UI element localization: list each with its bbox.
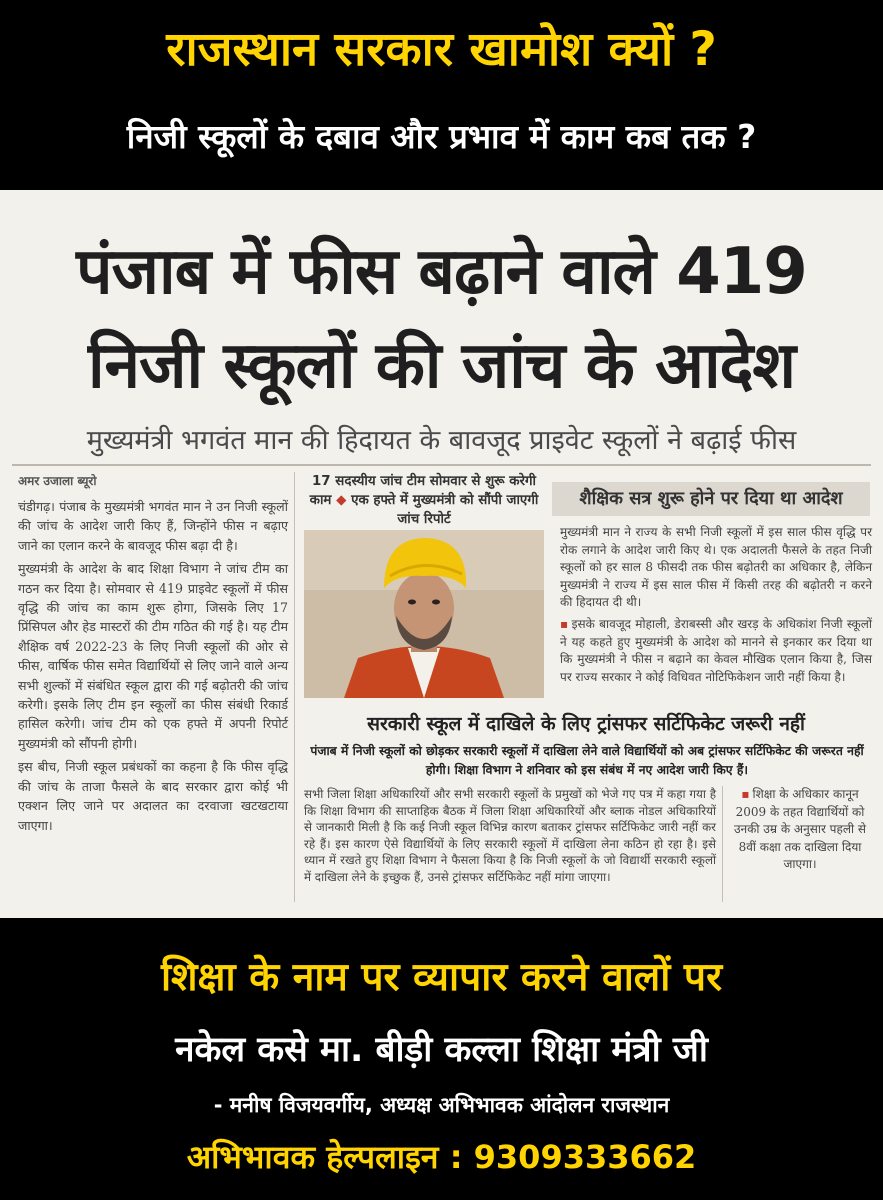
- helpline: अभिभावक हेल्पलाइन : 9309333662: [186, 1138, 697, 1176]
- photo-caption-part1: 17 सदस्यीय जांच टीम सोमवार से शुरू करेगी काम: [309, 474, 537, 508]
- top-banner: [0, 0, 883, 188]
- paragraph: मुख्यमंत्री मान ने राज्य के सभी निजी स्कूलों में इस साल फीस वृद्धि पर रोक लगाने के आदेश जारी किए थे। एक अदालती फैसले के तहत निजी स्कूलों को हर साल 8 फीसदी तक फीस बढ़ोतरी का अधिकार है, लेकिन मुख्यमंत्री ने राज्य में इस साल फीस में किसी तरह की बढ़ोतरी न करने की हिदायत दी थी।: [560, 525, 872, 610]
- appeal-line2: नकेल कसे मा. बीड़ी कल्ला शिक्षा मंत्री जी: [175, 1030, 708, 1070]
- photo-caption-part2: एक हफ्ते में मुख्यमंत्री को सौंपी जाएगी जांच रिपोर्ट: [351, 493, 539, 527]
- side-note-text: शिक्षा के अधिकार कानून 2009 के तहत विद्यार्थियों को उनकी उम्र के अनुसार पहली से 8वीं कक्षा तक दाखिला दिया जाएगा।: [733, 787, 867, 871]
- portrait-illustration: [304, 530, 544, 698]
- paragraph: [560, 616, 872, 686]
- square-bullet-icon: ▪: [741, 787, 750, 801]
- column-divider: [294, 472, 295, 902]
- bottom-banner: [0, 918, 883, 1200]
- article-left-column: [18, 472, 288, 839]
- paragraph: [730, 786, 870, 874]
- article-right-column: [560, 524, 872, 690]
- paragraph: चंडीगढ़। पंजाब के मुख्यमंत्री भगवंत मान ने उन निजी स्कूलों की जांच के आदेश जारी किए हैं, जिन्होंने फीस न बढ़ाए जाने का एलान करने के बावजूद फीस बढ़ा दी है।: [18, 499, 288, 553]
- article-headline-line2: निजी स्कूलों की जांच के आदेश: [87, 329, 796, 403]
- sub-headline: सरकारी स्कूल में दाखिले के लिए ट्रांसफर सर्टिफिकेट जरूरी नहीं: [367, 713, 805, 735]
- sub-article-body: [304, 786, 716, 890]
- divider: [12, 464, 871, 466]
- chief-minister-photo: [304, 530, 544, 698]
- paragraph: मुख्यमंत्री के आदेश के बाद शिक्षा विभाग ने जांच टीम का गठन कर दिया है। सोमवार से 419 प्राइवेट स्कूलों में फीस वृद्धि की जांच का काम शुरू होगा, जिसके लिए 17 प्रिंसिपल और हेड मास्टरों की टीम गठित की गई है। यह टीम शैक्षिक वर्ष 2022-23 के लिए निजी स्कूलों की ओर से फीस, वार्षिक फीस समेत विद्यार्थियों से लिए जाने वाले अन्य सभी शुल्कों में संबंधित स्कूल द्वारा की गई बढ़ोतरी की जांच करेगी। इसके लिए टीम इन स्कूलों का फीस संबंधी रिकार्ड हासिल करेगी। जांच टीम को एक हफ्ते में अपनी रिपोर्ट मुख्यमंत्री को सौंपनी होगी।: [18, 561, 288, 751]
- paragraph: सभी जिला शिक्षा अधिकारियों और सभी सरकारी स्कूलों के प्रमुखों को भेजे गए पत्र में कहा गया है कि शिक्षा विभाग की साप्ताहिक बैठक में जिला शिक्षा अधिकारियों और ब्लाक नोडल अधिकारियों से जानकारी मिली है कि कई निजी स्कूल विभिन्न कारण बताकर ट्रांसफर सर्टिफिकेट जारी नहीं कर रहे हैं। इस कारण ऐसे विद्यार्थियों के लिए सरकारी स्कूलों में दाखिला लेना कठिन हो रहा है। इसे ध्यान में रखते हुए शिक्षा विभाग ने फैसला किया है कि निजी स्कूलों के जो विद्यार्थी सरकारी स्कूलों में दाखिला लेने के इच्छुक हैं, उनसे ट्रांसफर सर्टिफिकेट नहीं मांगा जाएगा।: [304, 787, 716, 884]
- newspaper-clipping: [0, 190, 883, 918]
- paragraph: इस बीच, निजी स्कूल प्रबंधकों का कहना है कि फीस वृद्धि की जांच के ताजा फैसले के बाद सरकार द्वारा कोई भी एक्शन लिए जाने पर अदालत का दरवाजा खटखटाया जाएगा।: [18, 759, 288, 833]
- photo-caption: [300, 472, 548, 529]
- poster-subtitle: निजी स्कूलों के दबाव और प्रभाव में काम कब तक ?: [126, 117, 757, 156]
- poster-title: राजस्थान सरकार खामोश क्यों ?: [166, 22, 717, 77]
- paragraph-text: इसके बावजूद मोहाली, डेराबस्सी और खरड़ के अधिकांश निजी स्कूलों ने यह कहते हुए मुख्यमंत्री के आदेश को मानने से इनकार कर दिया था कि मुख्यमंत्री ने फीस न बढ़ाने का केवल मौखिक एलान किया है, जिस पर राज्य सरकार ने कोई विधिवत नोटिफिकेशन जारी नहीं किया है।: [560, 616, 872, 684]
- attribution: - मनीष विजयवर्गीय, अध्यक्ष अभिभावक आंदोलन राजस्थान: [213, 1093, 670, 1117]
- article-headline-line1: पंजाब में फीस बढ़ाने वाले 419: [76, 235, 807, 309]
- square-bullet-icon: ▪: [560, 616, 569, 631]
- side-heading: शैक्षिक सत्र शुरू होने पर दिया था आदेश: [552, 482, 870, 516]
- sub-lede: पंजाब में निजी स्कूलों को छोड़कर सरकारी स्कूलों में दाखिला लेने वाले विद्यार्थियों को अब ट्रांसफर सर्टिफिकेट की जरूरत नहीं होगी। शिक्षा विभाग ने शनिवार को इस संबंध में नए आदेश जारी किए हैं।: [310, 744, 864, 777]
- article-deck: मुख्यमंत्री भगवंत मान की हिदायत के बावजूद प्राइवेट स्कूलों ने बढ़ाई फीस: [86, 425, 797, 456]
- appeal-line1: शिक्षा के नाम पर व्यापार करने वालों पर: [160, 955, 723, 1000]
- column-divider: [722, 786, 723, 902]
- side-note: [730, 786, 870, 878]
- diamond-bullet-icon: ◆: [336, 493, 347, 508]
- byline: अमर उजाला ब्यूरो: [18, 474, 97, 488]
